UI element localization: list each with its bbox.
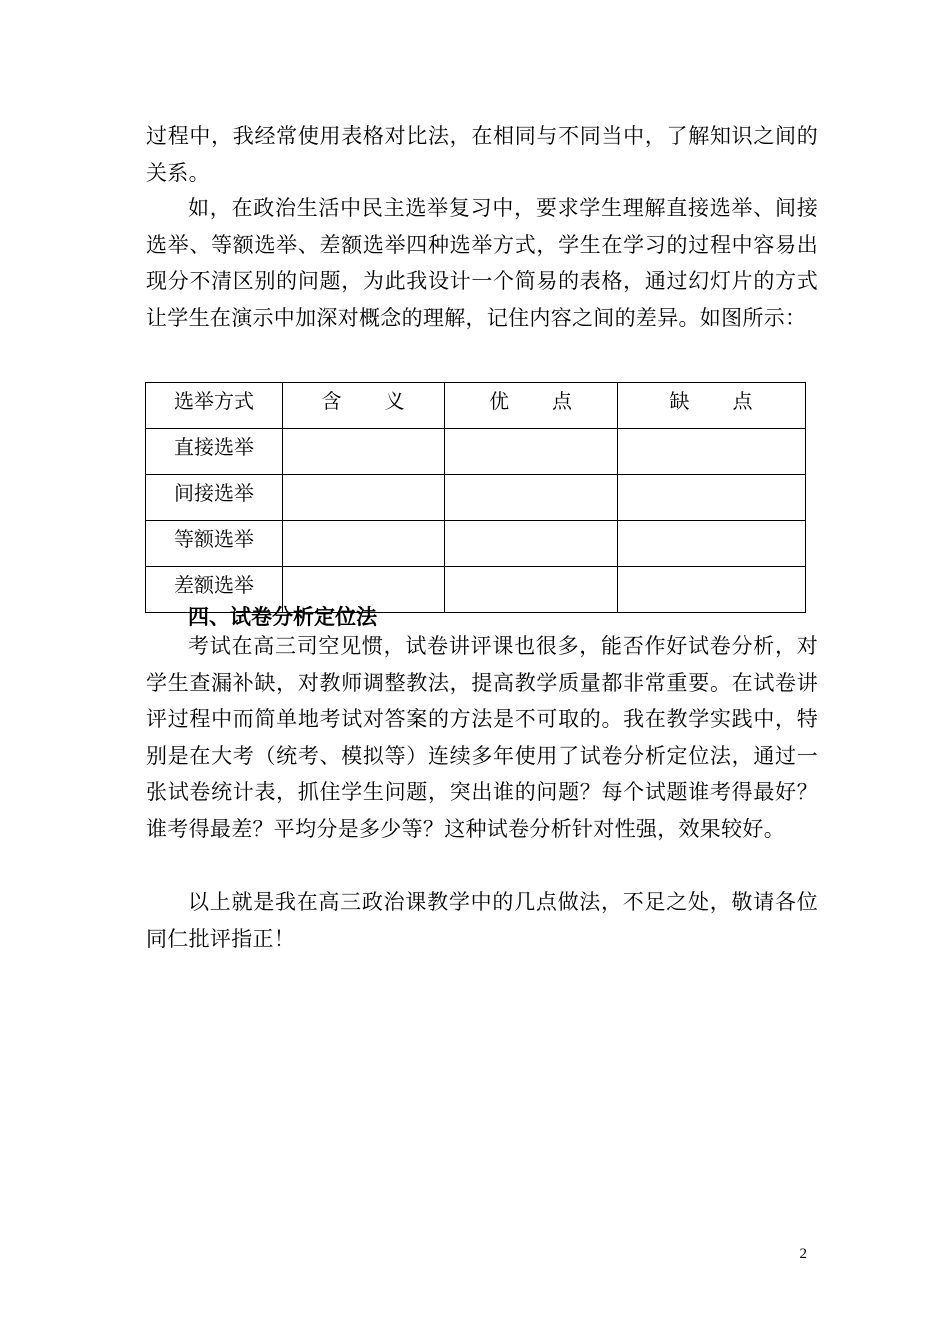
- pros-cell: [445, 521, 618, 567]
- meaning-cell: [283, 521, 445, 567]
- table-row: [146, 521, 806, 567]
- row-label-cell: 直接选举: [146, 429, 283, 475]
- election-methods-table: [145, 382, 806, 613]
- paragraph-election-example: 如，在政治生活中民主选举复习中，要求学生理解直接选举、间接选举、等额选举、差额选举四种选举方式，学生在学习的过程中容易出现分不清区别的问题，为此我设计一个简易的表格，通过幻灯片的方式让学生在演示中加深对概念的理解，记住内容之间的差异。如图所示：: [146, 196, 818, 330]
- cons-cell: [618, 521, 806, 567]
- table-row: [146, 429, 806, 475]
- table-header-cell: 含 义: [283, 383, 445, 429]
- table-header-cell: 选举方式: [146, 383, 283, 429]
- paragraph-exam-analysis: 考试在高三司空见惯，试卷讲评课也很多，能否作好试卷分析，对学生查漏补缺，对教师调整教法，提高教学质量都非常重要。在试卷讲评过程中而简单地考试对答案的方法是不可取的。我在教学实践中，特别是在大考（统考、模拟等）连续多年使用了试卷分析定位法，通过一张试卷统计表，抓住学生问题，突出谁的问题？每个试题谁考得最好？谁考得最差？平均分是多少等？这种试卷分析针对性强，效果较好。: [146, 634, 818, 841]
- table-row: [146, 475, 806, 521]
- cons-cell: [618, 567, 806, 613]
- row-label-cell: 等额选举: [146, 521, 283, 567]
- table-header-row: [146, 383, 806, 429]
- table-header-cell: 缺 点: [618, 383, 806, 429]
- cons-cell: [618, 475, 806, 521]
- table-header-cell: 优 点: [445, 383, 618, 429]
- pros-cell: [445, 429, 618, 475]
- pros-cell: [445, 567, 618, 613]
- pros-cell: [445, 475, 618, 521]
- row-label-cell: 差额选举: [146, 567, 283, 613]
- paragraph-table-comparison-intro: 过程中，我经常使用表格对比法，在相同与不同当中，了解知识之间的关系。: [146, 124, 818, 185]
- paragraph-conclusion: 以上就是我在高三政治课教学中的几点做法，不足之处，敬请各位同仁批评指正！: [146, 890, 818, 951]
- section-heading: 四、试卷分析定位法: [188, 605, 377, 629]
- page-number: 2: [799, 1246, 807, 1262]
- meaning-cell: [283, 429, 445, 475]
- meaning-cell: [283, 475, 445, 521]
- row-label-cell: 间接选举: [146, 475, 283, 521]
- cons-cell: [618, 429, 806, 475]
